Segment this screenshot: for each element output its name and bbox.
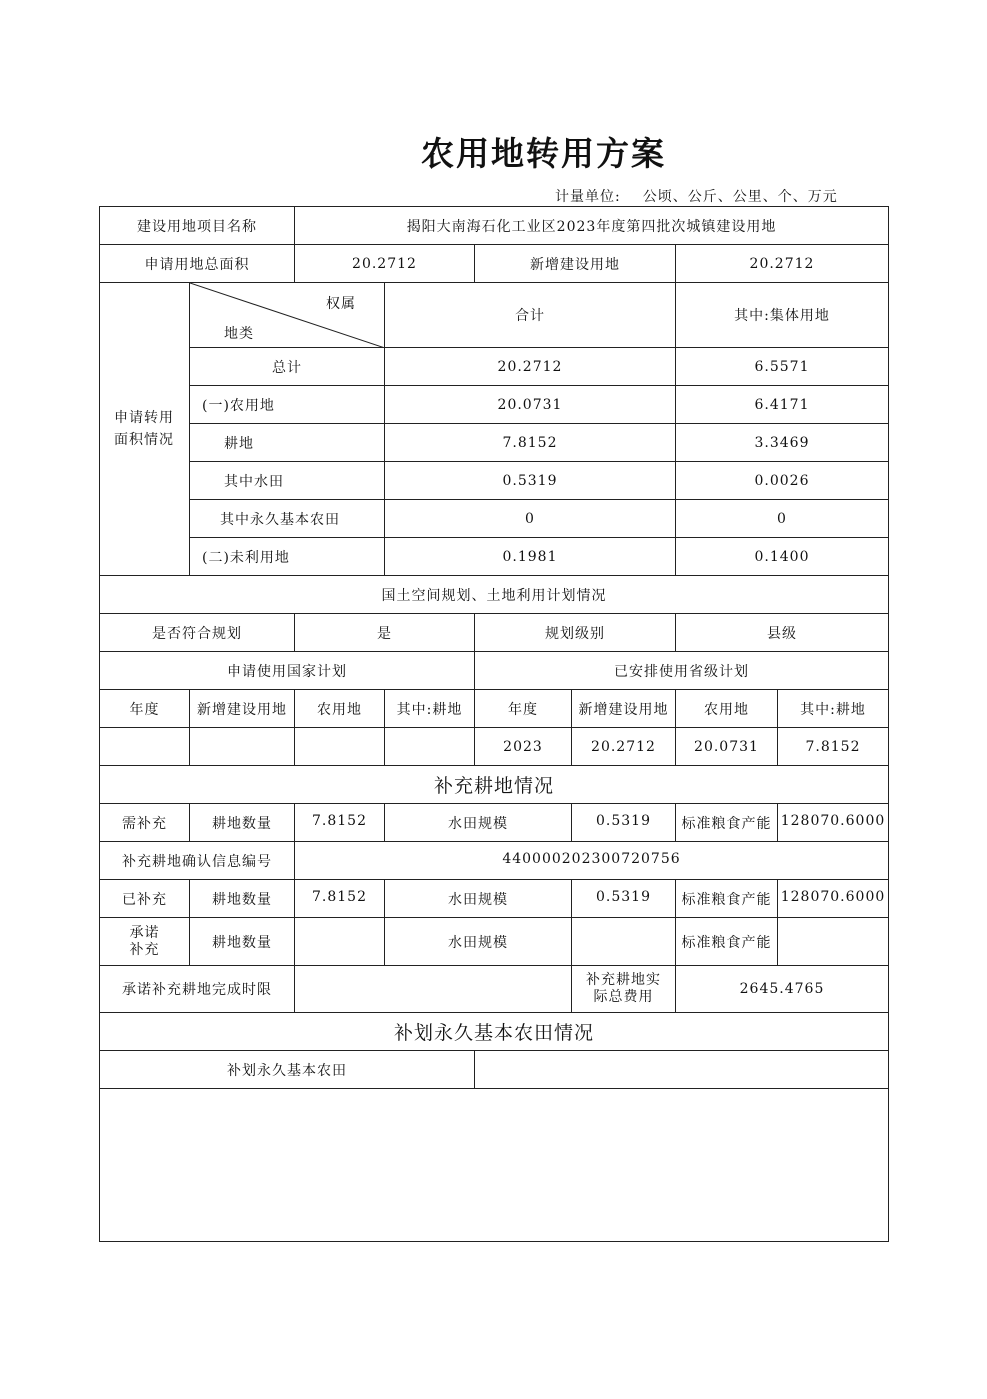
blank-area [100, 1089, 889, 1242]
promised-row [100, 918, 889, 966]
row-label: 其中永久基本农田 [190, 500, 385, 538]
col-collective-header: 其中:集体用地 [676, 283, 889, 348]
row-label: 其中水田 [190, 462, 385, 500]
provincial-agri: 20.0731 [676, 728, 778, 766]
row-total: 20.2712 [385, 348, 676, 386]
plan-values-row [100, 728, 889, 766]
new-construction-label: 新增建设用地 [475, 245, 676, 283]
confirm-label: 补充耕地确认信息编号 [100, 842, 295, 880]
needed-grain: 128070.6000 [778, 804, 889, 842]
national-year [100, 728, 190, 766]
table-row [100, 424, 889, 462]
conform-value: 是 [295, 614, 475, 652]
planning-header: 国土空间规划、土地利用计划情况 [100, 576, 889, 614]
planning-header-row [100, 576, 889, 614]
col-agricultural: 农用地 [295, 690, 385, 728]
level-label: 规划级别 [475, 614, 676, 652]
confirm-row [100, 842, 889, 880]
total-area-label: 申请用地总面积 [100, 245, 295, 283]
total-area-row [100, 245, 889, 283]
promised-qty [295, 918, 385, 966]
diag-landtype-label: 地类 [224, 326, 254, 342]
provincial-year: 2023 [475, 728, 572, 766]
grain-label: 标准粮食产能 [676, 804, 778, 842]
row-label: 总计 [190, 348, 385, 386]
total-area-value: 20.2712 [295, 245, 475, 283]
done-paddy: 0.5319 [572, 880, 676, 918]
row-label: (二)未利用地 [190, 538, 385, 576]
promised-paddy [572, 918, 676, 966]
needed-label: 需补充 [100, 804, 190, 842]
supplement-header-row [100, 766, 889, 804]
paddy-label: 水田规模 [385, 918, 572, 966]
table-row [100, 348, 889, 386]
project-label: 建设用地项目名称 [100, 207, 295, 245]
conversion-form-table [99, 206, 889, 1242]
row-label: (一)农用地 [190, 386, 385, 424]
national-new [190, 728, 295, 766]
cost-value: 2645.4765 [676, 966, 889, 1013]
col-year: 年度 [475, 690, 572, 728]
col-new-construction: 新增建设用地 [572, 690, 676, 728]
row-collective: 0.0026 [676, 462, 889, 500]
diagonal-header-cell [190, 283, 385, 348]
permanent-label: 补划永久基本农田 [100, 1051, 475, 1089]
unit-label: 计量单位: [555, 189, 621, 205]
row-total: 0.5319 [385, 462, 676, 500]
farmland-qty-label: 耕地数量 [190, 880, 295, 918]
col-farmland: 其中:耕地 [385, 690, 475, 728]
done-row [100, 880, 889, 918]
unit-values: 公顷、公斤、公里、个、万元 [642, 189, 838, 205]
needed-row [100, 804, 889, 842]
row-collective: 6.4171 [676, 386, 889, 424]
supplement-header: 补充耕地情况 [100, 766, 889, 804]
permanent-row [100, 1051, 889, 1089]
confirm-value: 440000202300720756 [295, 842, 889, 880]
national-farm [385, 728, 475, 766]
provincial-farm: 7.8152 [778, 728, 889, 766]
needed-qty: 7.8152 [295, 804, 385, 842]
blank-remarks-row [100, 1089, 889, 1242]
table-row [100, 462, 889, 500]
plan-source-row [100, 652, 889, 690]
conversion-side-label: 申请转用面积情况 [100, 283, 190, 576]
table-row [100, 538, 889, 576]
page-title: 农用地转用方案 [421, 134, 666, 173]
row-collective: 0 [676, 500, 889, 538]
col-total-header: 合计 [385, 283, 676, 348]
cost-label: 补充耕地实际总费用 [572, 966, 676, 1013]
new-construction-value: 20.2712 [676, 245, 889, 283]
grain-label: 标准粮食产能 [676, 880, 778, 918]
project-value: 揭阳大南海石化工业区2023年度第四批次城镇建设用地 [295, 207, 889, 245]
col-agricultural: 农用地 [676, 690, 778, 728]
level-value: 县级 [676, 614, 889, 652]
plan-columns-row [100, 690, 889, 728]
project-row [100, 207, 889, 245]
row-total: 0 [385, 500, 676, 538]
col-year: 年度 [100, 690, 190, 728]
paddy-label: 水田规模 [385, 804, 572, 842]
row-collective: 0.1400 [676, 538, 889, 576]
permanent-value [475, 1051, 889, 1089]
promised-grain [778, 918, 889, 966]
row-collective: 6.5571 [676, 348, 889, 386]
farmland-qty-label: 耕地数量 [190, 918, 295, 966]
provincial-new: 20.2712 [572, 728, 676, 766]
grain-label: 标准粮食产能 [676, 918, 778, 966]
row-total: 20.0731 [385, 386, 676, 424]
farmland-qty-label: 耕地数量 [190, 804, 295, 842]
row-total: 7.8152 [385, 424, 676, 462]
needed-paddy: 0.5319 [572, 804, 676, 842]
table-row [100, 500, 889, 538]
unit-note [555, 186, 838, 206]
conversion-header-row [100, 283, 889, 348]
table-row [100, 386, 889, 424]
national-plan-label: 申请使用国家计划 [100, 652, 475, 690]
permanent-header: 补划永久基本农田情况 [100, 1013, 889, 1051]
row-collective: 3.3469 [676, 424, 889, 462]
conform-label: 是否符合规划 [100, 614, 295, 652]
done-label: 已补充 [100, 880, 190, 918]
done-grain: 128070.6000 [778, 880, 889, 918]
promised-label: 承诺补充 [100, 918, 190, 966]
planning-conform-row [100, 614, 889, 652]
row-label: 耕地 [190, 424, 385, 462]
row-total: 0.1981 [385, 538, 676, 576]
deadline-value [295, 966, 572, 1013]
col-farmland: 其中:耕地 [778, 690, 889, 728]
national-agri [295, 728, 385, 766]
provincial-plan-label: 已安排使用省级计划 [475, 652, 889, 690]
diag-ownership-label: 权属 [326, 296, 356, 312]
permanent-header-row [100, 1013, 889, 1051]
deadline-label: 承诺补充耕地完成时限 [100, 966, 295, 1013]
deadline-row [100, 966, 889, 1013]
paddy-label: 水田规模 [385, 880, 572, 918]
done-qty: 7.8152 [295, 880, 385, 918]
col-new-construction: 新增建设用地 [190, 690, 295, 728]
